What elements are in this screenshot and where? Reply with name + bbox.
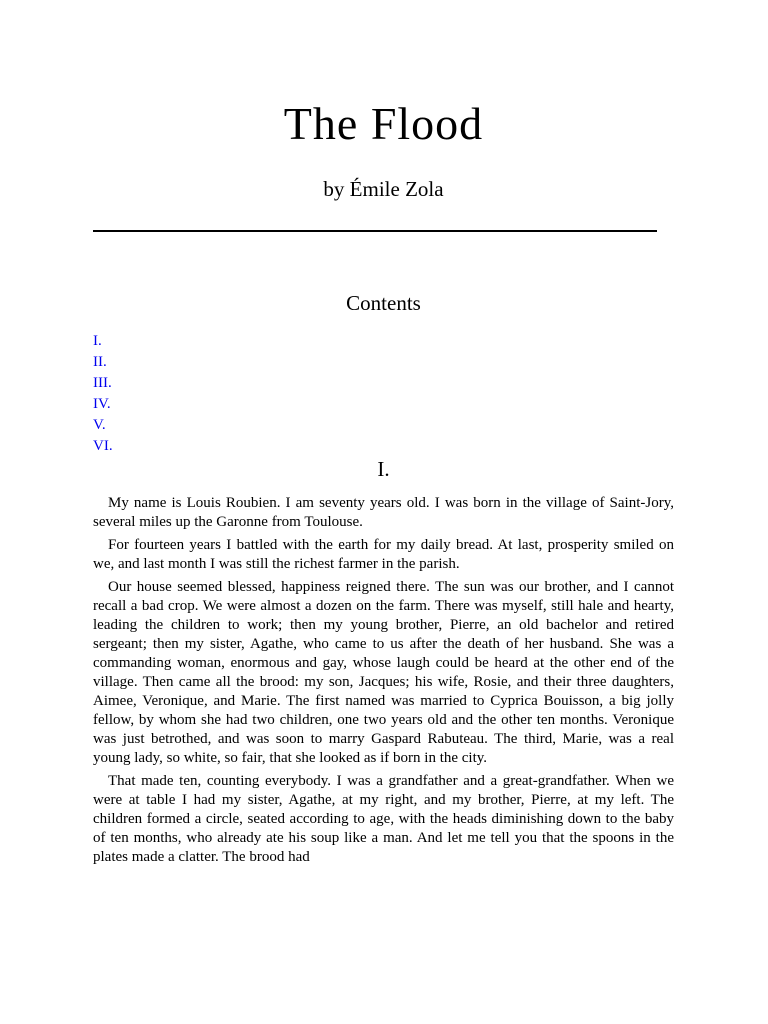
paragraph: Our house seemed blessed, happiness reigned there. The sun was our brother, and I cannot recall a bad crop. We were almost a dozen on the farm. There was myself, still hale and hearty, leading the children to work; then my young brother, Pierre, an old bachelor and retired sergeant; then my sister, Agathe, who came to us after the death of her husband. She was a commanding woman, enormous and gay, whose laugh could be heard at the other end of the village. Then came all the brood: my son, Jacques; his wife, Rosie, and their three daughters, Aimee, Veronique, and Marie. The first named was married to Cyprica Bouisson, a big jolly fellow, by whom she had two children, one two years old and the other ten months. Veronique was just betrothed, and was soon to marry Gaspard Rabuteau. The third, Marie, was a real young lady, so white, so fair, that she looked as if born in the city. bbox=[93, 579, 674, 766]
paragraph: That made ten, counting everybody. I was a grandfather and a great-grandfather. When we were at table I had my sister, Agathe, at my right, and my brother, Pierre, at my left. The children formed a circle, seated according to age, with the heads diminishing down to the baby of ten months, who already ate his soup like a man. And let me tell you that the spoons in the plates made a clatter. The brood had bbox=[93, 773, 674, 865]
toc-item bbox=[93, 373, 113, 394]
toc-link-chapter-2[interactable]: II. bbox=[93, 354, 107, 370]
toc-link-chapter-6[interactable]: VI. bbox=[93, 438, 113, 454]
toc-link-chapter-4[interactable]: IV. bbox=[93, 396, 111, 412]
toc-link-chapter-5[interactable]: V. bbox=[93, 417, 106, 433]
contents-heading: Contents bbox=[346, 291, 421, 315]
toc-item bbox=[93, 436, 113, 457]
chapter-heading: I. bbox=[377, 457, 390, 481]
chapter-body bbox=[93, 494, 674, 871]
author-byline: by Émile Zola bbox=[323, 177, 444, 201]
toc-item bbox=[93, 394, 113, 415]
toc-item bbox=[93, 352, 113, 373]
paragraph: For fourteen years I battled with the earth for my daily bread. At last, prosperity smiled on we, and last month I was still the richest farmer in the parish. bbox=[93, 537, 674, 572]
book-title: The Flood bbox=[283, 98, 484, 149]
toc-item bbox=[93, 331, 113, 352]
title-divider bbox=[93, 230, 657, 232]
toc-item bbox=[93, 415, 113, 436]
paragraph: My name is Louis Roubien. I am seventy years old. I was born in the village of Saint-Jory, several miles up the Garonne from Toulouse. bbox=[93, 495, 674, 530]
toc-link-chapter-3[interactable]: III. bbox=[93, 375, 112, 391]
table-of-contents bbox=[93, 331, 113, 457]
toc-link-chapter-1[interactable]: I. bbox=[93, 333, 102, 349]
